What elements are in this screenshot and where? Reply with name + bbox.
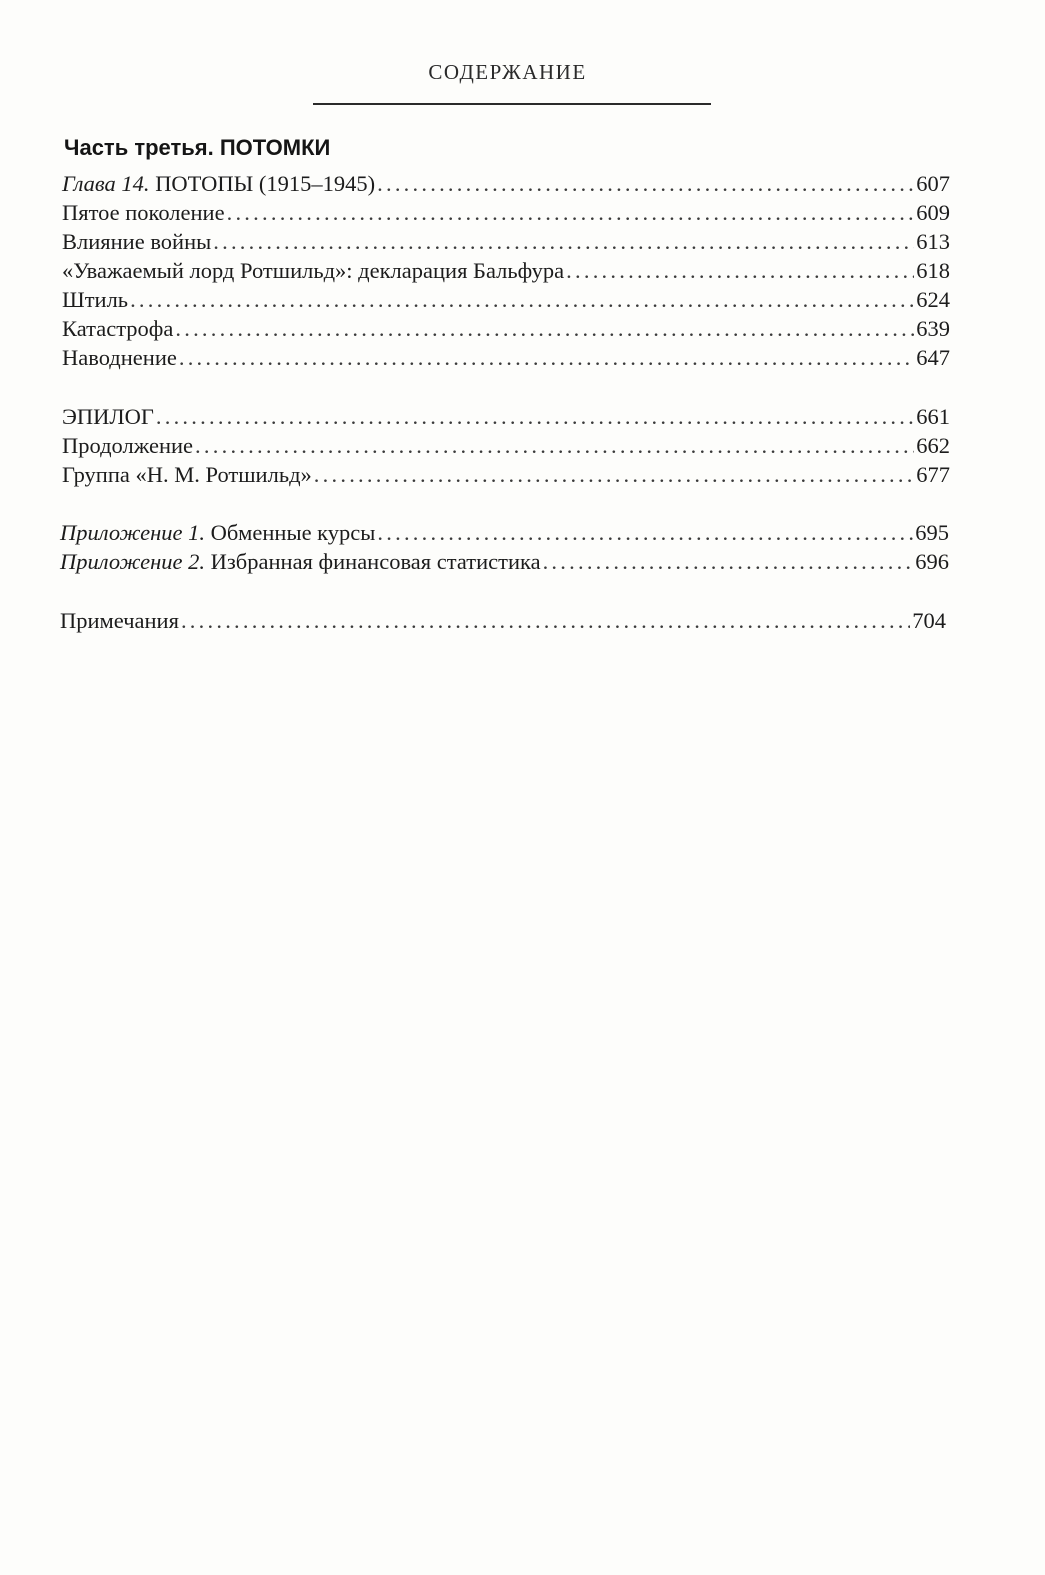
toc-entry-label <box>60 519 375 547</box>
dot-leader <box>195 432 914 460</box>
toc-entry-title: «Уважаемый лорд Ротшильд»: декларация Бальфура <box>62 258 565 283</box>
part-title: Часть третья. ПОТОМКИ <box>64 135 331 160</box>
toc-entry-page: 696 <box>915 549 949 574</box>
toc-entry-epilogue[interactable] <box>62 403 950 431</box>
toc-entry-balfour-declaration[interactable] <box>62 257 950 285</box>
dot-leader <box>227 199 915 227</box>
dot-leader <box>566 257 914 285</box>
toc-entry-page: 639 <box>916 316 950 341</box>
toc-entry-title: Пятое поколение <box>62 200 225 225</box>
toc-entry-title: Избранная финансовая статистика <box>205 549 541 574</box>
toc-entry-page: 695 <box>915 520 949 545</box>
toc-entry-page: 662 <box>916 433 950 458</box>
dot-leader <box>181 607 910 635</box>
toc-entry-page: 618 <box>916 258 950 283</box>
toc-entry-title: Продолжение <box>62 433 194 458</box>
toc-entry-page: 647 <box>916 345 950 370</box>
toc-entry-page: 607 <box>916 171 950 196</box>
toc-entry-calm[interactable] <box>62 286 950 314</box>
toc-entry-appendix-2[interactable] <box>60 548 949 576</box>
toc-entry-title: Влияние войны <box>62 229 212 254</box>
dot-leader <box>543 548 914 576</box>
dot-leader <box>156 403 914 431</box>
toc-entry-chapter-14[interactable] <box>62 170 950 198</box>
toc-entry-label <box>62 170 375 198</box>
toc-entry-page: 613 <box>916 229 950 254</box>
dot-leader <box>213 228 914 256</box>
toc-entry-appendix-1[interactable] <box>60 519 949 547</box>
toc-entry-continuation[interactable] <box>62 432 950 460</box>
toc-entry-page: 609 <box>916 200 950 225</box>
toc-entry-title: Катастрофа <box>62 316 174 341</box>
toc-entry-page: 704 <box>912 608 946 633</box>
dot-leader <box>130 286 914 314</box>
dot-leader <box>175 315 914 343</box>
toc-entry-flood[interactable] <box>62 344 950 372</box>
toc-entry-title: Обменные курсы <box>205 520 376 545</box>
dot-leader <box>314 461 914 489</box>
toc-entry-nm-rothschild-group[interactable] <box>62 461 950 489</box>
toc-entry-prefix: Глава 14. <box>62 171 150 196</box>
toc-entry-title: ЭПИЛОГ <box>62 404 154 429</box>
toc-entry-title: Примечания <box>60 608 179 633</box>
toc-entry-title: Группа «Н. М. Ротшильд» <box>62 462 312 487</box>
toc-entry-page: 624 <box>916 287 950 312</box>
dot-leader <box>377 170 914 198</box>
toc-entry-title: Штиль <box>62 287 129 312</box>
toc-entry-fifth-generation[interactable] <box>62 199 950 227</box>
toc-entry-page: 677 <box>916 462 950 487</box>
toc-entry-label <box>60 548 541 576</box>
toc-entry-catastrophe[interactable] <box>62 315 950 343</box>
toc-entry-prefix: Приложение 1. <box>60 520 206 545</box>
dot-leader <box>179 344 914 372</box>
toc-entry-prefix: Приложение 2. <box>60 549 206 574</box>
toc-entry-notes[interactable] <box>60 607 946 635</box>
dot-leader <box>377 519 913 547</box>
toc-entry-page: 661 <box>916 404 950 429</box>
toc-entry-title: Наводнение <box>62 345 177 370</box>
toc-entry-title: ПОТОПЫ (1915–1945) <box>149 171 376 196</box>
toc-entry-war-influence[interactable] <box>62 228 950 256</box>
page-header-title: СОДЕРЖАНИЕ <box>428 60 587 84</box>
